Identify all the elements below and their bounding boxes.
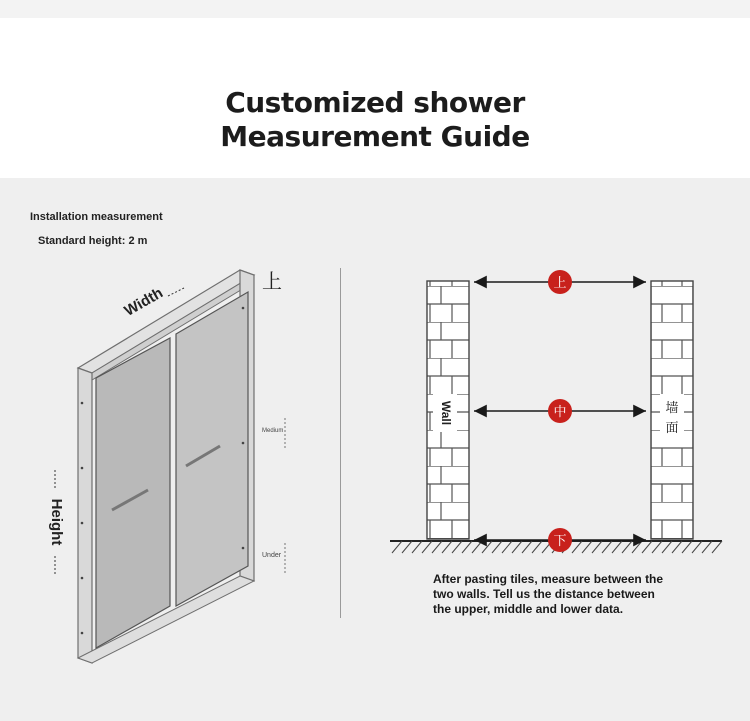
standard-height-label: Standard height: 2 m — [38, 235, 148, 247]
title-line-1: Customized shower — [225, 86, 525, 119]
note-line-2: two walls. Tell us the distance between — [433, 587, 655, 601]
title-line-2: Measurement Guide — [220, 120, 530, 153]
diagram-svg — [0, 178, 750, 721]
wall-cn-2: 面 — [665, 421, 679, 436]
shower-enclosure — [78, 270, 254, 663]
middle-badge-text: 中 — [553, 405, 567, 420]
lower-badge-text: 下 — [553, 534, 567, 549]
width-label: Width — [121, 284, 166, 320]
wall-label: Wall — [438, 400, 453, 426]
glass-panel-left — [96, 338, 170, 648]
measurement-note — [433, 572, 723, 617]
upper-badge-text: 上 — [553, 276, 567, 291]
medium-label: Medium — [262, 428, 284, 434]
height-label: Height — [48, 498, 65, 546]
note-line-3: the upper, middle and lower data. — [433, 602, 624, 616]
page-title — [0, 86, 750, 154]
left-post — [78, 368, 92, 663]
wall-cn-1: 墙 — [665, 401, 679, 416]
under-label: Under — [262, 552, 282, 559]
note-line-1: After pasting tiles, measure between the — [433, 572, 664, 586]
top-strip — [0, 0, 750, 18]
installation-label: Installation measurement — [30, 211, 163, 223]
diagram-panel — [0, 178, 750, 721]
upper-mark: 上 — [262, 269, 282, 293]
